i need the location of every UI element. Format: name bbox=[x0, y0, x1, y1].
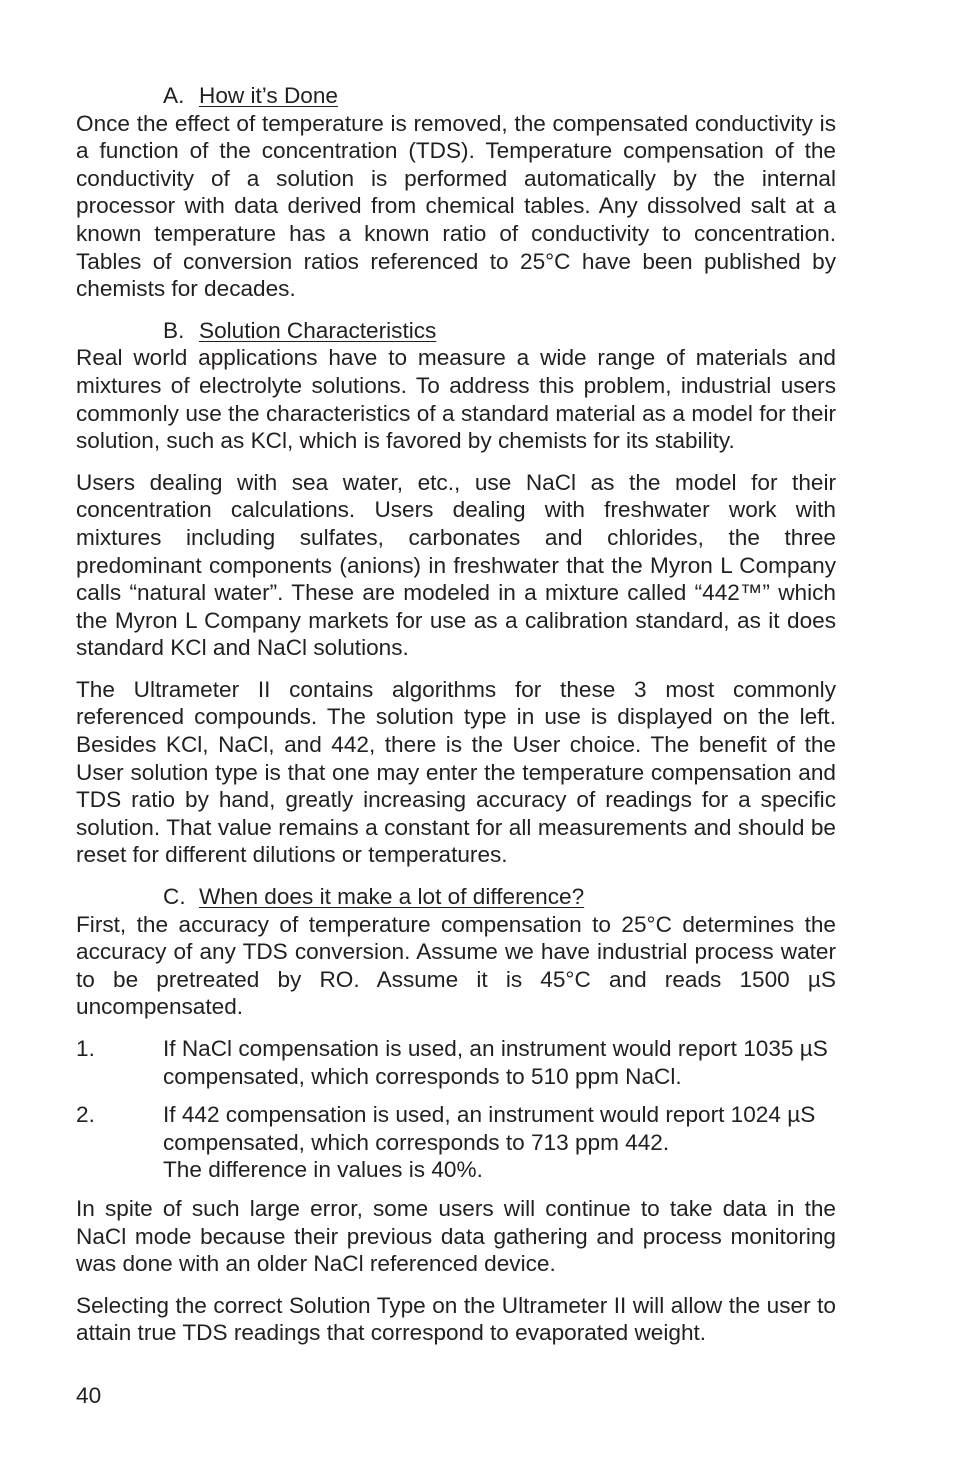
section-b-paragraph-1: Real world applications have to measure a wide range of materials and mixtures of electrolyte solutions. To address this problem, industrial users commonly use the characteristics of a standard material as a model for their solution, such as KCl, which is favored by chemists for its stability. bbox=[76, 345, 836, 454]
section-a-letter: A. bbox=[163, 83, 185, 108]
section-a-body: Once the effect of temperature is removed, the compensated conductivity is a function of the concentration (TDS). Temperature compensation of the conductivity of a solution is performed automatically by the internal processor with data derived from chemical tables. Any dissolved salt at a known temperature has a known ratio of conductivity to concentration. Tables of conversion ratios referenced to 25°C have been published by chemists for decades. bbox=[76, 110, 836, 302]
section-c-paragraph-3: Selecting the correct Solution Type on the Ultrameter II will allow the user to attain true TDS readings that correspond to evaporated weight. bbox=[76, 1292, 836, 1346]
section-a-heading bbox=[163, 82, 836, 110]
list-item-body bbox=[163, 1101, 836, 1184]
section-c-heading bbox=[163, 883, 836, 911]
section-b-letter: B. bbox=[163, 317, 185, 343]
section-b-heading bbox=[163, 317, 836, 345]
section-a-title: How it’s Done bbox=[199, 83, 338, 108]
section-c-paragraph-1: First, the accuracy of temperature compensation to 25°C determines the accuracy of any TDS conversion. Assume we have industrial process water to be pretreated by RO. Assume it is 45°C and reads 1500 µS uncompensated. bbox=[76, 911, 836, 1020]
list-item-text: If NaCl compensation is used, an instrument would report 1035 µS compensated, which corresponds to 510 ppm NaCl. bbox=[163, 1036, 828, 1089]
section-c-letter: C. bbox=[163, 884, 186, 910]
list-item-number: 1. bbox=[76, 1036, 95, 1061]
list-item-number: 2. bbox=[76, 1102, 95, 1128]
list-item-extra: The difference in values is 40%. bbox=[163, 1157, 483, 1183]
list-item-text: If 442 compensation is used, an instrument would report 1024 µS compensated, which corresponds to 713 ppm 442. bbox=[163, 1102, 816, 1155]
section-c-title: When does it make a lot of difference? bbox=[199, 884, 585, 910]
section-c-paragraph-2: In spite of such large error, some users will continue to take data in the NaCl mode because their previous data gathering and process monitoring was done with an older NaCl referenced device. bbox=[76, 1195, 836, 1277]
list-item bbox=[76, 1101, 836, 1184]
list-item bbox=[76, 1035, 836, 1090]
page-content bbox=[76, 82, 836, 1347]
section-b-paragraph-3: The Ultrameter II contains algorithms for these 3 most commonly referenced compounds. The solution type in use is displayed on the left. Besides KCl, NaCl, and 442, there is the User choice. The benefit of the User solution type is that one may enter the temperature compensation and TDS ratio by hand, greatly increasing accuracy of readings for a specific solution. That value remains a constant for all measurements and should be reset for different dilutions or temperatures. bbox=[76, 676, 836, 868]
page-number: 40 bbox=[76, 1383, 102, 1408]
section-b-title: Solution Characteristics bbox=[199, 317, 437, 343]
section-b-paragraph-2: Users dealing with sea water, etc., use NaCl as the model for their concentration calculations. Users dealing with freshwater work with mixtures including sulfates, carbonates and chlorides, the three predominant components (anions) in freshwater that the Myron L Company calls “natural water”. These are modeled in a mixture called “442™” which the Myron L Company markets for use as a calibration standard, as it does standard KCl and NaCl solutions. bbox=[76, 469, 836, 661]
